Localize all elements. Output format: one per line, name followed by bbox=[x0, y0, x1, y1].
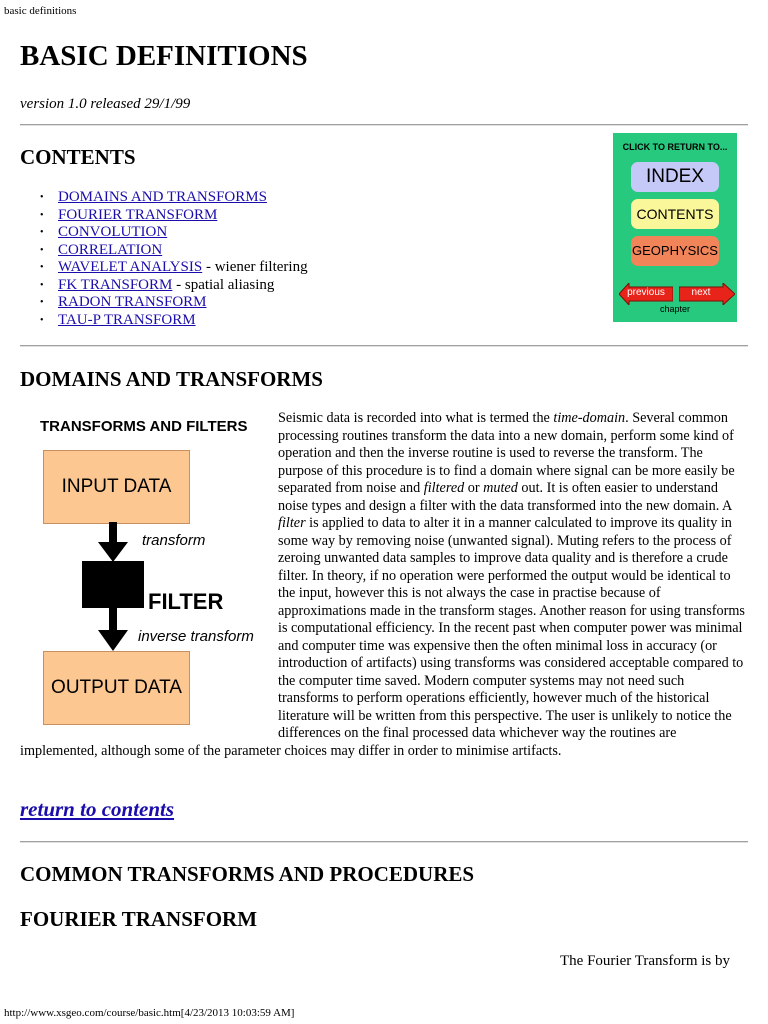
return-to-contents-link[interactable]: return to contents bbox=[20, 797, 175, 821]
nav-caption: CLICK TO RETURN TO... bbox=[622, 142, 728, 152]
previous-chapter-button[interactable] bbox=[619, 283, 673, 305]
text-run: or bbox=[464, 480, 484, 496]
page-title: BASIC DEFINITIONS bbox=[20, 40, 308, 72]
arrow-down-icon bbox=[98, 522, 128, 562]
contents-list bbox=[28, 189, 308, 329]
bullet-icon: • bbox=[40, 279, 44, 291]
toc-link-correlation[interactable]: CORRELATION bbox=[58, 241, 163, 258]
list-item bbox=[28, 259, 308, 277]
browser-page-title: basic definitions bbox=[4, 5, 77, 17]
version-text: version 1.0 released 29/1/99 bbox=[20, 96, 191, 112]
list-item bbox=[28, 189, 308, 207]
transform-label: transform bbox=[142, 532, 206, 549]
next-chapter-button[interactable] bbox=[679, 283, 735, 305]
arrow-down-icon bbox=[98, 608, 128, 651]
return-navigation-panel bbox=[613, 133, 737, 322]
list-item bbox=[28, 207, 308, 225]
contents-button[interactable]: CONTENTS bbox=[631, 199, 719, 229]
toc-link-domains[interactable]: DOMAINS AND TRANSFORMS bbox=[58, 189, 267, 205]
index-button[interactable]: INDEX bbox=[631, 162, 719, 192]
text-run: is applied to data to alter it in a manner calculated to improve its quality in some way by removing noise (unwanted signal). Muting refers to the process of zeroing unwanted data samples to improve data quality and is therefore a crude filter. In theory, if no operation were performed the output would be identical to the input, however this is not always the case in practise because of approximations made in the transform stages. Another reason for using transforms is computational efficiency. In the recent past when computer power was minimal and computer time was expensive then the often minimal loss in accuracy (or introduction of artifacts) using transforms was considered acceptable compared to the computer time saved. Modern computer systems may not need such transforms to perform operations efficiently, however much of the historical literature will be written from this perspective. The user is unlikely to notice the differences on the final processed data whichever way the routines are implemented, although some of the parameter choices may differ in order to minimise artifacts. bbox=[20, 515, 745, 759]
footer-url: http://www.xsgeo.com/course/basic.htm[4/23/2013 10:03:59 AM] bbox=[4, 1007, 295, 1019]
bullet-icon: • bbox=[40, 314, 44, 326]
list-item bbox=[28, 242, 308, 260]
transforms-filters-diagram bbox=[36, 414, 266, 730]
domains-heading: DOMAINS AND TRANSFORMS bbox=[20, 367, 323, 391]
filter-label: FILTER bbox=[148, 589, 224, 614]
toc-link-taup[interactable]: TAU-P TRANSFORM bbox=[58, 311, 196, 328]
bullet-icon: • bbox=[40, 262, 44, 273]
inverse-transform-label: inverse transform bbox=[138, 628, 254, 645]
list-item bbox=[28, 224, 308, 242]
toc-suffix: - wiener filtering bbox=[202, 259, 308, 275]
output-data-box: OUTPUT DATA bbox=[43, 651, 190, 725]
text-emphasis: filtered bbox=[423, 480, 465, 496]
divider bbox=[20, 841, 748, 843]
toc-link-wavelet[interactable]: WAVELET ANALYSIS bbox=[58, 259, 203, 275]
chapter-label: chapter bbox=[659, 304, 691, 314]
toc-link-fk[interactable]: FK TRANSFORM bbox=[58, 276, 173, 293]
text-run: out. It is often easier to understand noise types and design a filter with the data transformed into the new domain. A bbox=[278, 480, 732, 514]
text-emphasis: muted bbox=[483, 480, 518, 496]
list-item bbox=[28, 294, 308, 312]
list-item bbox=[28, 312, 308, 330]
geophysics-button[interactable]: GEOPHYSICS bbox=[631, 236, 719, 266]
next-label: next bbox=[691, 287, 711, 298]
bullet-icon: • bbox=[40, 244, 44, 256]
text-emphasis: time-domain bbox=[553, 410, 626, 426]
bullet-icon: • bbox=[40, 209, 44, 221]
toc-suffix: - spatial aliasing bbox=[172, 276, 275, 293]
list-item bbox=[28, 277, 308, 295]
divider bbox=[20, 124, 748, 126]
fourier-text: The Fourier Transform is by bbox=[560, 953, 730, 969]
diagram-title: TRANSFORMS AND FILTERS bbox=[40, 418, 248, 435]
toc-link-radon[interactable]: RADON TRANSFORM bbox=[58, 294, 207, 310]
common-transforms-heading: COMMON TRANSFORMS AND PROCEDURES bbox=[20, 862, 475, 886]
text-emphasis: filter bbox=[278, 515, 306, 531]
text-run: . Several common processing routines transform the data into a new domain, perform some kind of operation and then the inverse routine is used to reverse the transform. The purpose of this procedure is to find a domain where signal can be more easily be separated from noise and bbox=[278, 410, 735, 496]
toc-link-convolution[interactable]: CONVOLUTION bbox=[58, 224, 168, 240]
filter-block bbox=[82, 561, 144, 608]
previous-label: previous bbox=[627, 287, 665, 298]
bullet-icon: • bbox=[40, 297, 44, 308]
fourier-heading: FOURIER TRANSFORM bbox=[20, 907, 258, 931]
bullet-icon: • bbox=[40, 227, 44, 238]
text-run: Seismic data is recorded into what is termed the bbox=[278, 410, 554, 426]
bullet-icon: • bbox=[40, 192, 44, 203]
contents-heading: CONTENTS bbox=[20, 145, 136, 169]
input-data-box: INPUT DATA bbox=[43, 450, 190, 524]
divider bbox=[20, 345, 748, 347]
toc-link-fourier[interactable]: FOURIER TRANSFORM bbox=[58, 206, 218, 223]
